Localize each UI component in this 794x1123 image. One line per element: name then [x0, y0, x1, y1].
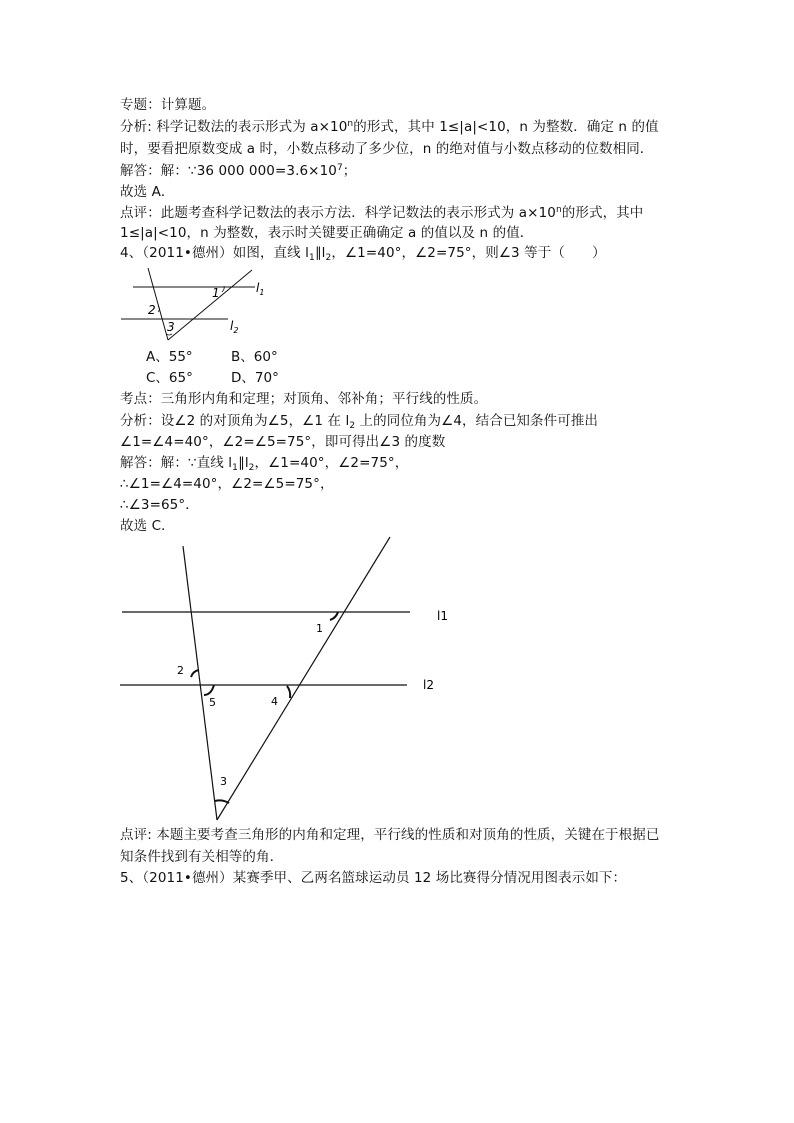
angle-arc-3: [166, 334, 172, 335]
transversal-left: [183, 546, 217, 820]
solution-line: 解答：解：∵36 000 $000=3.6\times 10^7$；: [120, 163, 357, 179]
angle-arc-5: [204, 685, 214, 695]
solution-q4-line-1: 解答：解：∵直线 $l_1\parallel l_2$，∠1=40°，∠2=75°，: [120, 455, 409, 473]
analysis-line-2: 时，要看把原数变成 a 时，小数点移动了多少位，n 的绝对值与小数点移动的位数相同．: [120, 141, 654, 157]
angle-arc-2: [191, 670, 199, 677]
comment-line-2: 1≤|a|<10，n 为整数，表示时关键要正确确定 a 的值以及 n 的值．: [120, 225, 534, 241]
key-point-line: 考点：三角形内角和定理；对顶角、邻补角；平行线的性质。: [120, 391, 488, 407]
option-b: B、60°: [231, 349, 278, 365]
line-label-l1: $l_1$: [256, 281, 265, 297]
solution-q4-line-2: ∴∠1=∠4=40°，∠2=∠5=75°，: [120, 476, 334, 492]
angle-label-4: 4: [271, 695, 278, 708]
angle-label-2: 2: [148, 303, 156, 317]
comment-line-1: 点评：此题考查科学记数法的表示方法．科学记数法的表示形式为 $a\times 10^n$的形式，其中: [120, 205, 644, 221]
angle-label-5: 5: [209, 696, 216, 709]
angle-label-3: 3: [167, 320, 175, 334]
question-4-line: 4、（2011•德州）如图，直线 $l_1\parallel l_2$，∠1=40°，∠2=75°，则∠3 等于（ ）: [120, 245, 606, 263]
topic-line: 专题：计算题。: [120, 97, 216, 113]
answer-line: 故选 A．: [120, 184, 175, 200]
line-label-l2: l2: [423, 678, 434, 692]
transversal-right: [217, 537, 390, 820]
line-label-l1: l1: [437, 609, 448, 623]
angle-label-2: 2: [177, 664, 184, 677]
option-a: A、55°: [146, 349, 193, 365]
answer-q4-line: 故选 C．: [120, 518, 175, 534]
angle-label-1: 1: [212, 286, 220, 300]
transversal-right: [168, 270, 252, 340]
angle-arc-4: [287, 686, 290, 698]
line-label-l2: $l_2$: [230, 319, 239, 335]
comment-q4-line-2: 知条件找到有关相等的角．: [120, 849, 284, 865]
option-d: D、70°: [231, 370, 279, 386]
solution-q4-line-3: ∴∠3=65°．: [120, 497, 199, 513]
angle-label-1: 1: [316, 622, 323, 635]
option-c: C、65°: [146, 370, 193, 386]
angle-label-3: 3: [220, 775, 227, 788]
large-geometry-figure: [115, 535, 465, 825]
question-5-line: 5、（2011•德州）某赛季甲、乙两名篮球运动员 12 场比赛得分情况用图表示如下：: [120, 870, 627, 886]
angle-arc-1: [330, 612, 338, 620]
analysis-line-1: 分析: 科学记数法的表示形式为 $a\times 10^n$的形式，其中 1≤|a|<10，n 为整数．确定 n 的值: [120, 119, 659, 135]
small-geometry-figure: [115, 264, 265, 346]
comment-q4-line-1: 点评: 本题主要考查三角形的内角和定理，平行线的性质和对顶角的性质，关键在于根据已: [120, 827, 660, 843]
analysis-q4-line-1: 分析：设∠2 的对顶角为∠5，∠1 在 $l_2$ 上的同位角为∠4，结合已知条件可推出: [120, 413, 599, 431]
analysis-q4-line-2: ∠1=∠4=40°，∠2=∠5=75°，即可得出∠3 的度数: [120, 434, 446, 450]
angle-arc-3: [215, 800, 229, 803]
